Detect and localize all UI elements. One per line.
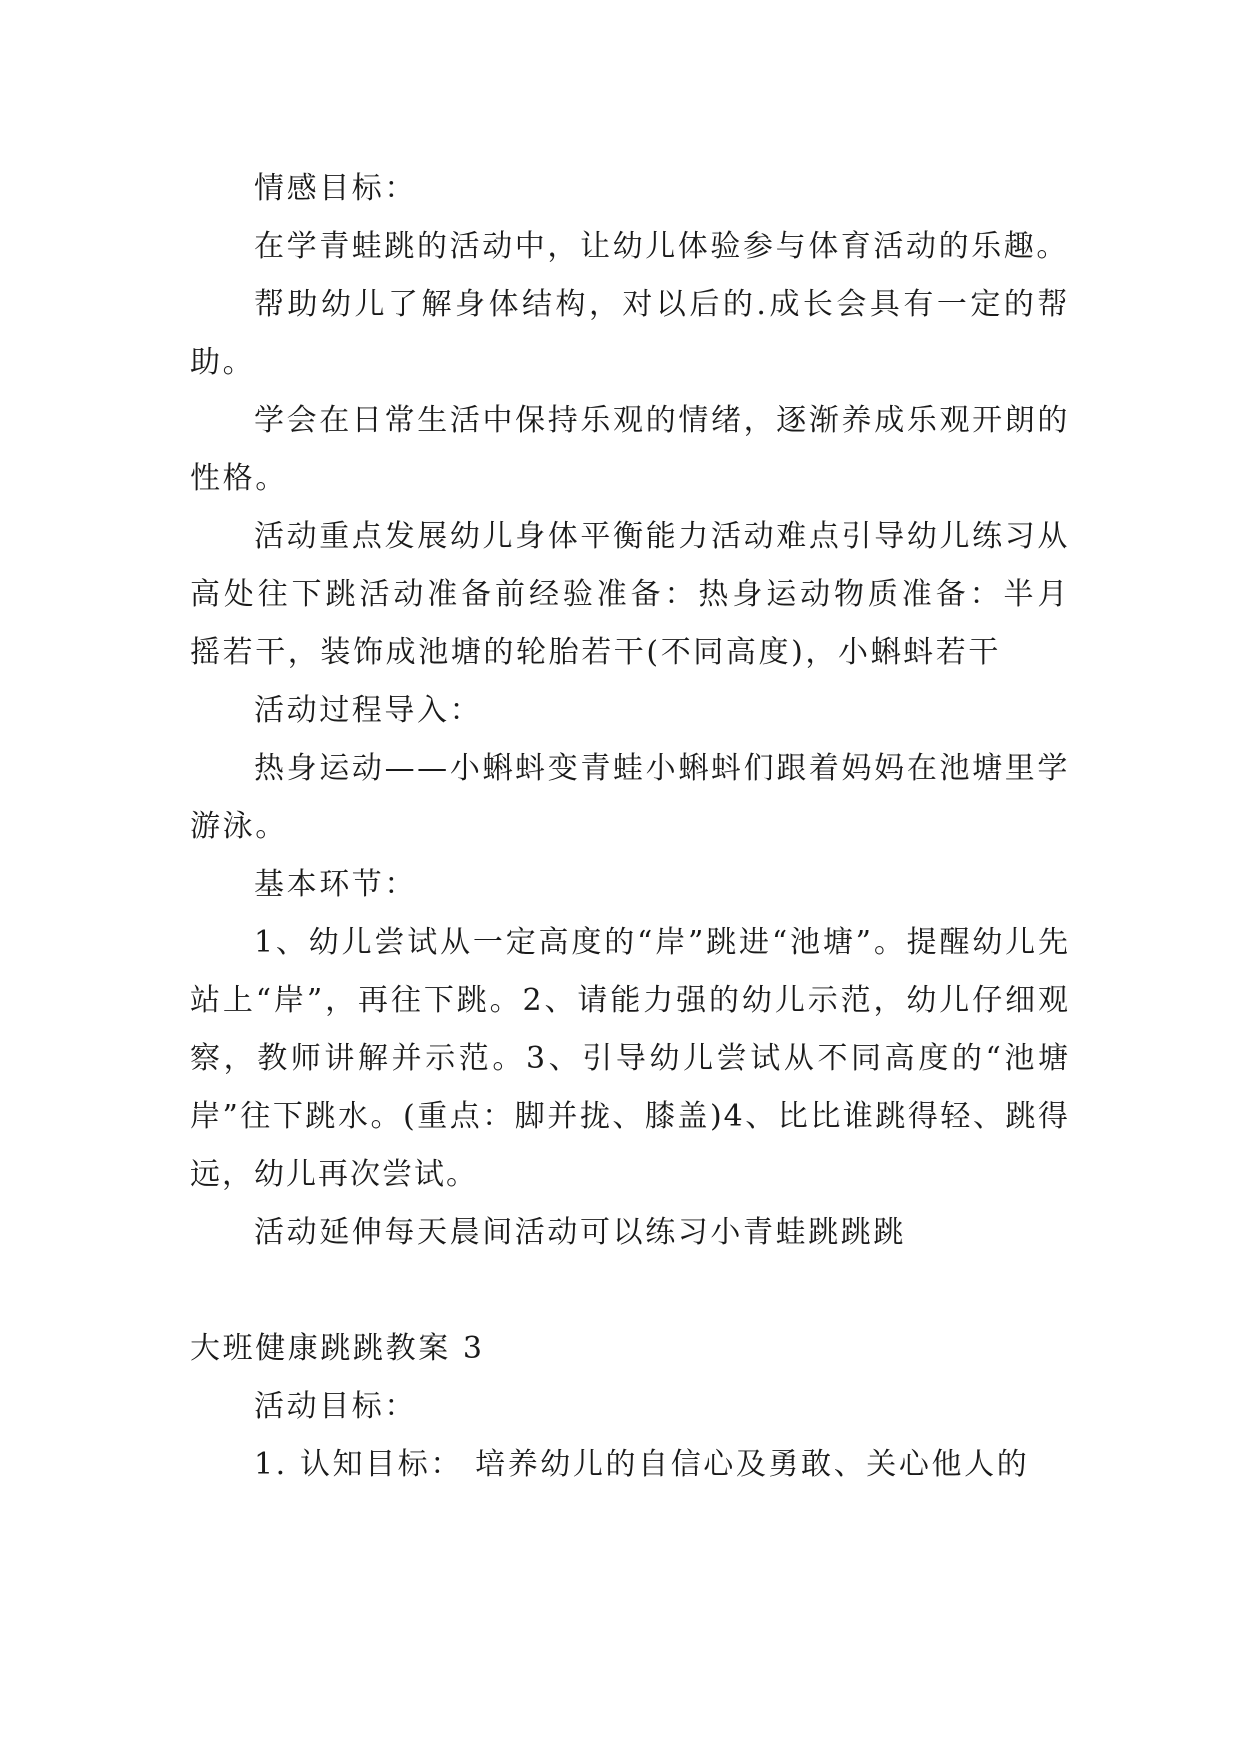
paragraph-optimism: 学会在日常生活中保持乐观的情绪，逐渐养成乐观开朗的性格。	[190, 403, 1070, 496]
section-gap	[190, 1262, 1070, 1320]
paragraph-cognitive-goal: 1. 认知目标： 培养幼儿的自信心及勇敢、关心他人的	[254, 1447, 1030, 1482]
paragraph-activity-goal-heading: 活动目标：	[254, 1389, 417, 1424]
paragraph-activity-extension: 活动延伸每天晨间活动可以练习小青蛙跳跳跳	[254, 1215, 906, 1250]
paragraph-activity-process-heading: 活动过程导入：	[254, 693, 483, 728]
paragraph-basic-steps-heading: 基本环节：	[254, 867, 417, 902]
paragraph-body-structure: 帮助幼儿了解身体结构，对以后的.成长会具有一定的帮助。	[190, 287, 1070, 380]
paragraph-warm-up: 热身运动——小蝌蚪变青蛙小蝌蚪们跟着妈妈在池塘里学游泳。	[190, 751, 1070, 844]
section-title: 大班健康跳跳教案 3	[190, 1331, 485, 1366]
document-body	[190, 160, 1070, 1494]
paragraph-emotion-goal-heading: 情感目标：	[254, 171, 417, 206]
paragraph-basic-steps: 1、幼儿尝试从一定高度的“岸”跳进“池塘”。提醒幼儿先站上“岸”，再往下跳。2、请能力强的幼儿示范，幼儿仔细观察，教师讲解并示范。3、引导幼儿尝试从不同高度的“池塘岸”往下跳水。(重点：脚并拢、膝盖)4、比比谁跳得轻、跳得远，幼儿再次尝试。	[190, 925, 1070, 1192]
paragraph-frog-jump-fun: 在学青蛙跳的活动中，让幼儿体验参与体育活动的乐趣。	[254, 229, 1069, 264]
paragraph-activity-focus-preparation: 活动重点发展幼儿身体平衡能力活动难点引导幼儿练习从高处往下跳活动准备前经验准备：热身运动物质准备：半月摇若干，装饰成池塘的轮胎若干(不同高度)，小蝌蚪若干	[190, 519, 1070, 670]
